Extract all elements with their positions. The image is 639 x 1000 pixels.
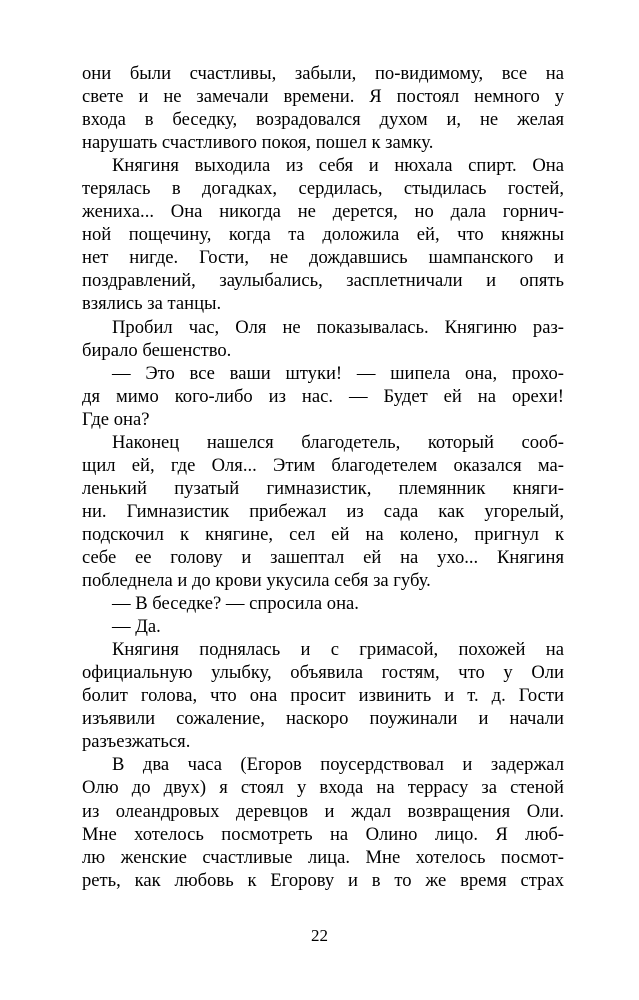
text-line: Мне хотелось посмотреть на Олино лицо. Я люб-	[82, 823, 564, 845]
text-line: побледнела и до крови укусила себя за губу.	[82, 570, 431, 592]
text-line: из олеандровых деревцов и ждал возвращения Оли.	[82, 800, 564, 822]
text-line: они были счастливы, забыли, по-видимому, все на	[82, 63, 564, 84]
body-text	[82, 62, 564, 892]
text-line: нет нигде. Гости, не дождавшись шампанского и	[82, 247, 564, 269]
text-line: себе ее голову и зашептал ей на ухо... Княгиня	[82, 546, 564, 568]
text-line: В два часа (Егоров поусердствовал и задержал	[112, 754, 564, 776]
text-line: ни. Гимназистик прибежал из сада как угорелый,	[82, 500, 564, 522]
text-line: терялась в догадках, сердилась, стыдилась гостей,	[82, 178, 564, 200]
text-line: входа в беседку, возрадовался духом и, не желая	[82, 109, 564, 131]
text-line: бирало бешенство.	[82, 339, 232, 361]
text-line: Наконец нашелся благодетель, который сооб-	[112, 431, 564, 453]
text-line: официальную улыбку, объявила гостям, что у Оли	[82, 662, 564, 684]
text-line: щил ей, где Оля... Этим благодетелем оказался ма-	[82, 454, 564, 476]
text-line: ной пощечину, когда та доложила ей, что княжны	[82, 224, 564, 246]
text-line: ленький пузатый гимназистик, племянник княги-	[82, 477, 564, 499]
text-line: подскочил к княгине, сел ей на колено, пригнул к	[82, 523, 564, 545]
text-line: свете и не замечали времени. Я постоял немного у	[82, 86, 564, 108]
text-line: дя мимо кого-либо из нас. — Будет ей на орехи!	[82, 385, 564, 407]
text-line: Олю до двух) я стоял у входа на террасу за стеной	[82, 777, 564, 799]
text-line: разъезжаться.	[82, 731, 191, 753]
text-line: — Это все ваши штуки! — шипела она, прохо-	[112, 362, 564, 384]
text-line: Пробил час, Оля не показывалась. Княгиню раз-	[112, 316, 564, 338]
text-line: реть, как любовь к Егорову и в то же время страх	[82, 869, 564, 891]
text-line: болит голова, что она просит извинить и т. д. Гости	[82, 685, 564, 707]
text-line: Княгиня поднялась и с гримасой, похожей на	[112, 639, 564, 661]
text-line: изъявили сожаление, наскоро поужинали и начали	[82, 708, 564, 730]
text-line: — Да.	[112, 616, 161, 638]
text-line: поздравлений, заулыбались, засплетничали и опять	[82, 270, 564, 292]
text-line: взялись за танцы.	[82, 293, 222, 315]
text-line: жениха... Она никогда не дерется, но дала горнич-	[82, 201, 564, 223]
text-line: нарушать счастливого покоя, пошел к замку.	[82, 132, 434, 154]
text-line: Княгиня выходила из себя и нюхала спирт. Она	[112, 155, 564, 177]
text-line: — В беседке? — спросила она.	[112, 593, 359, 615]
page-number: 22	[311, 926, 328, 945]
text-line: лю женские счастливые лица. Мне хотелось посмот-	[82, 846, 564, 868]
text-line: Где она?	[82, 408, 150, 430]
